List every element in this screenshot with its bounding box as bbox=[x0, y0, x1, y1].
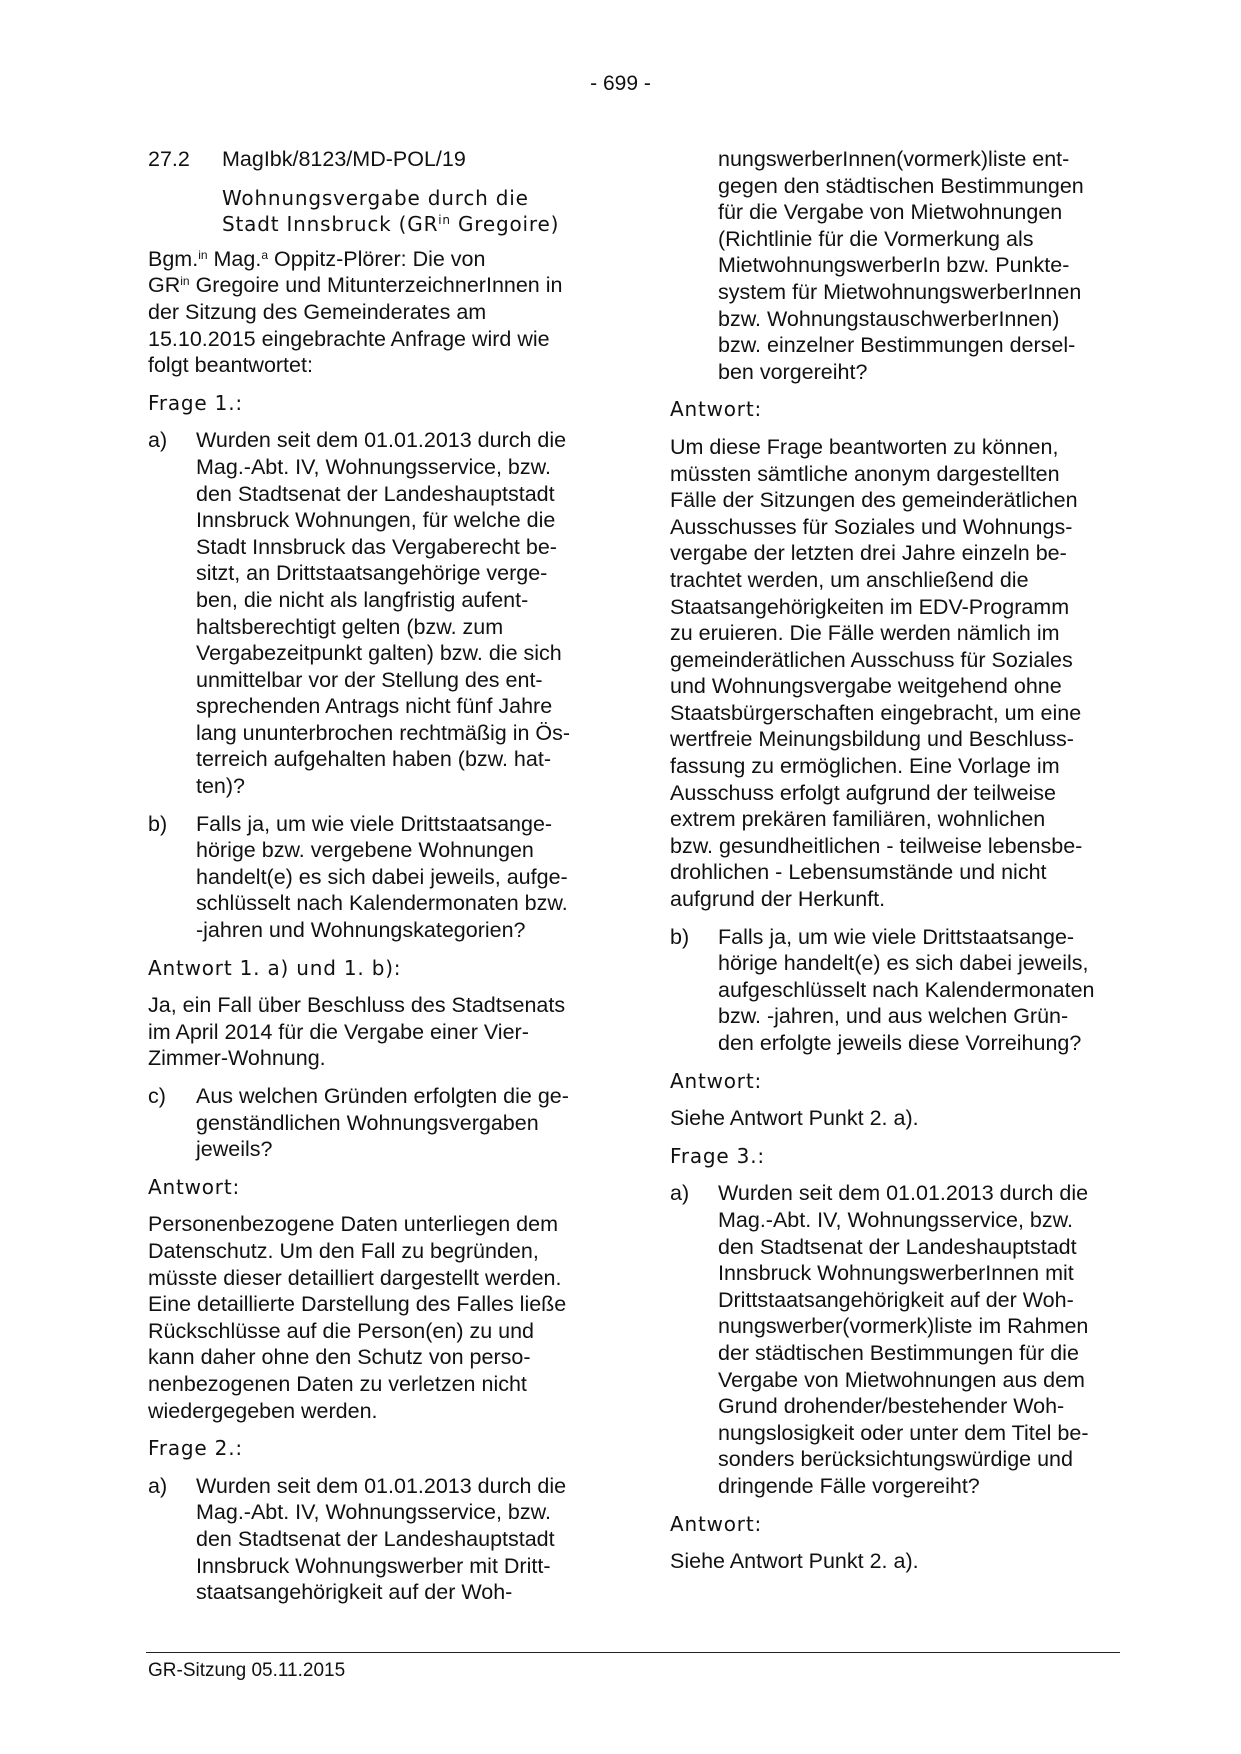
text-line: Staatsbürgerschaften eingebracht, um eine bbox=[670, 700, 1082, 725]
text-line: gemeinderätlichen Ausschuss für Soziales bbox=[670, 647, 1073, 672]
text-line: sprechenden Antrags nicht fünf Jahre bbox=[196, 694, 553, 719]
text-line: Ausschusses für Soziales und Wohnungs- bbox=[670, 514, 1073, 539]
intro-line: folgt beantwortet: bbox=[148, 353, 313, 378]
list-label: c) bbox=[148, 1084, 166, 1108]
text-line: kann daher ohne den Schutz von perso- bbox=[148, 1345, 531, 1370]
text-line: Datenschutz. Um den Fall zu begründen, bbox=[148, 1238, 539, 1263]
text-line: sonders berücksichtungswürdige und bbox=[718, 1447, 1073, 1472]
answer-2b-heading: Antwort: bbox=[670, 1068, 762, 1093]
list-label: b) bbox=[148, 811, 168, 836]
text-line: und Wohnungsvergabe weitgehend ohne bbox=[670, 674, 1062, 699]
list-label: a) bbox=[148, 1473, 168, 1498]
text-line: trachtet werden, um anschließend die bbox=[670, 567, 1029, 592]
text-line: terreich aufgehalten haben (bzw. hat- bbox=[196, 747, 551, 772]
text-line: gegen den städtischen Bestimmungen bbox=[718, 173, 1084, 198]
intro-line: der Sitzung des Gemeinderates am bbox=[148, 299, 487, 324]
text-line: im April 2014 für die Vergabe einer Vier- bbox=[148, 1019, 529, 1044]
question-1a bbox=[148, 427, 598, 799]
intro-superscript: a bbox=[261, 247, 268, 262]
question-2a bbox=[148, 1473, 598, 1606]
list-label: a) bbox=[670, 1181, 690, 1206]
text-line: haltsberechtigt gelten (bzw. zum bbox=[196, 614, 504, 639]
text-line: hörige bzw. vergebene Wohnungen bbox=[196, 838, 534, 863]
question-1b bbox=[148, 811, 598, 944]
text-line: nungswerber(vormerk)liste im Rahmen bbox=[718, 1314, 1089, 1339]
text-line: bzw. einzelner Bestimmungen dersel- bbox=[718, 333, 1076, 358]
text-line: den Stadtsenat der Landeshauptstadt bbox=[196, 1526, 555, 1551]
intro-text: Oppitz-Plörer: Die von bbox=[268, 246, 486, 271]
text-line: nenbezogenen Daten zu verletzen nicht bbox=[148, 1371, 527, 1396]
left-column bbox=[148, 146, 598, 1617]
text-line: genständlichen Wohnungsvergaben bbox=[196, 1110, 539, 1135]
intro-line bbox=[148, 272, 598, 299]
question-1c-text bbox=[148, 1083, 598, 1163]
list-label: b) bbox=[670, 924, 690, 949]
text-line: Fälle der Sitzungen des gemeinderätlichen bbox=[670, 488, 1078, 513]
text-line: den Stadtsenat der Landeshauptstadt bbox=[196, 481, 555, 506]
question-3a-text bbox=[670, 1180, 1116, 1499]
intro-text: GR bbox=[148, 273, 181, 298]
title-text: Stadt Innsbruck (GR bbox=[222, 212, 439, 237]
text-line: Innsbruck WohnungswerberInnen mit bbox=[718, 1261, 1074, 1286]
intro-text: Gregoire und MitunterzeichnerInnen in bbox=[189, 273, 563, 298]
text-line: handelt(e) es sich dabei jeweils, aufge- bbox=[196, 864, 568, 889]
text-line: Falls ja, um wie viele Drittstaatsange- bbox=[718, 924, 1075, 949]
text-line: Innsbruck Wohnungswerber mit Dritt- bbox=[196, 1553, 551, 1578]
text-line: bzw. WohnungstauschwerberInnen) bbox=[718, 306, 1060, 331]
right-column bbox=[670, 146, 1118, 1586]
text-line: Wurden seit dem 01.01.2013 durch die bbox=[196, 428, 567, 453]
text-line: staatsangehörigkeit auf der Woh- bbox=[196, 1580, 513, 1605]
text-line: Grund drohender/bestehender Woh- bbox=[718, 1394, 1065, 1419]
text-line: Mag.-Abt. IV, Wohnungsservice, bzw. bbox=[718, 1207, 1073, 1232]
text-line: Zimmer-Wohnung. bbox=[148, 1046, 326, 1071]
text-line: aufgrund der Herkunft. bbox=[670, 887, 886, 912]
text-line: Vergabezeitpunkt galten) bzw. die sich bbox=[196, 641, 562, 666]
text-line: dringende Fälle vorgereiht? bbox=[718, 1473, 980, 1498]
answer-2b-text: Siehe Antwort Punkt 2. a). bbox=[670, 1106, 919, 1131]
text-line: müsste dieser detailliert dargestellt werden. bbox=[148, 1265, 562, 1290]
answer-2a-heading: Antwort: bbox=[670, 397, 762, 422]
intro-superscript: in bbox=[198, 247, 208, 262]
text-line: Aus welchen Gründen erfolgten die ge- bbox=[196, 1084, 569, 1108]
text-line: hörige handelt(e) es sich dabei jeweils, bbox=[718, 951, 1089, 976]
footer-divider bbox=[146, 1652, 1120, 1653]
agenda-item-reference: MagIbk/8123/MD-POL/19 bbox=[222, 147, 466, 171]
text-line: wiedergegeben werden. bbox=[148, 1398, 378, 1423]
answer-1c-heading: Antwort: bbox=[148, 1174, 240, 1199]
text-line: system für MietwohnungswerberInnen bbox=[718, 279, 1082, 304]
title-superscript: in bbox=[438, 213, 451, 228]
text-line: müssten sämtliche anonym dargestellten bbox=[670, 461, 1060, 486]
text-line: fassung zu ermöglichen. Eine Vorlage im bbox=[670, 754, 1060, 779]
answer-3-heading: Antwort: bbox=[670, 1511, 762, 1536]
intro-text: Mag. bbox=[207, 246, 262, 271]
text-line: bzw. gesundheitlichen - teilweise lebensbe- bbox=[670, 833, 1083, 858]
question-3a bbox=[670, 1180, 1118, 1499]
text-line: ben vorgereiht? bbox=[718, 359, 868, 384]
list-label: a) bbox=[148, 428, 168, 453]
answer-3-text: Siehe Antwort Punkt 2. a). bbox=[670, 1549, 919, 1574]
text-line: der städtischen Bestimmungen für die bbox=[718, 1340, 1079, 1365]
text-line: Um diese Frage beantworten zu können, bbox=[670, 434, 1059, 459]
question-1-heading: Frage 1.: bbox=[148, 390, 243, 415]
text-line: den Stadtsenat der Landeshauptstadt bbox=[718, 1234, 1077, 1259]
text-line: Innsbruck Wohnungen, für welche die bbox=[196, 508, 556, 533]
text-line: bzw. -jahren, und aus welchen Grün- bbox=[718, 1004, 1069, 1029]
text-line: Falls ja, um wie viele Drittstaatsange- bbox=[196, 811, 553, 836]
text-line: den erfolgte jeweils diese Vorreihung? bbox=[718, 1031, 1082, 1055]
intro-paragraph bbox=[148, 246, 598, 379]
agenda-item-number: 27.2 bbox=[148, 147, 190, 171]
answer-1c-text bbox=[148, 1211, 598, 1424]
intro-text: Bgm. bbox=[148, 246, 199, 271]
text-line: lang ununterbrochen rechtmäßig in Ös- bbox=[196, 720, 571, 745]
text-line: Eine detaillierte Darstellung des Falles ließe bbox=[148, 1292, 567, 1317]
question-3-heading: Frage 3.: bbox=[670, 1143, 765, 1168]
intro-line: 15.10.2015 eingebrachte Anfrage wird wie bbox=[148, 326, 550, 351]
question-2b-text bbox=[670, 924, 1116, 1057]
text-line: nungswerberInnen(vormerk)liste ent- bbox=[718, 147, 1070, 171]
text-line: Ausschuss erfolgt aufgrund der teilweise bbox=[670, 780, 1057, 805]
question-1a-text bbox=[148, 427, 598, 799]
agenda-title-line: Wohnungsvergabe durch die bbox=[222, 185, 529, 210]
text-line: drohlichen - Lebensumstände und nicht bbox=[670, 860, 1047, 885]
text-line: (Richtlinie für die Vormerkung als bbox=[718, 226, 1034, 251]
question-2b bbox=[670, 924, 1118, 1057]
text-line: Rückschlüsse auf die Person(en) zu und bbox=[148, 1318, 535, 1343]
intro-superscript: in bbox=[180, 274, 190, 289]
text-line: für die Vergabe von Mietwohnungen bbox=[718, 200, 1063, 225]
agenda-title-line bbox=[222, 211, 598, 238]
text-line: nungslosigkeit oder unter dem Titel be- bbox=[718, 1420, 1089, 1445]
agenda-item-title bbox=[148, 185, 598, 238]
text-line: extrem prekären familiären, wohnlichen bbox=[670, 807, 1046, 832]
text-line: zu eruieren. Die Fälle werden nämlich im bbox=[670, 621, 1060, 646]
text-line: jeweils? bbox=[196, 1137, 273, 1162]
text-line: Personenbezogene Daten unterliegen dem bbox=[148, 1212, 558, 1237]
text-line: vergabe der letzten drei Jahre einzeln be- bbox=[670, 541, 1067, 566]
text-line: Staatsangehörigkeiten im EDV-Programm bbox=[670, 594, 1070, 619]
text-line: wertfreie Meinungsbildung und Beschluss- bbox=[670, 727, 1074, 752]
text-line: Mag.-Abt. IV, Wohnungsservice, bzw. bbox=[196, 454, 551, 479]
title-text: Gregoire) bbox=[450, 212, 560, 237]
agenda-item-header bbox=[148, 146, 598, 173]
text-line: aufgeschlüsselt nach Kalendermonaten bbox=[718, 977, 1095, 1002]
answer-2a-text bbox=[670, 434, 1118, 913]
text-line: Drittstaatsangehörigkeit auf der Woh- bbox=[718, 1287, 1074, 1312]
text-line: ben, die nicht als langfristig aufent- bbox=[196, 587, 529, 612]
text-line: -jahren und Wohnungskategorien? bbox=[196, 918, 526, 943]
text-line: Stadt Innsbruck das Vergaberecht be- bbox=[196, 534, 557, 559]
text-line: Wurden seit dem 01.01.2013 durch die bbox=[196, 1473, 567, 1498]
question-1c bbox=[148, 1083, 598, 1163]
question-2a-continued bbox=[670, 146, 1118, 385]
answer-1-text bbox=[148, 992, 598, 1072]
footer-session-date: GR-Sitzung 05.11.2015 bbox=[148, 1660, 346, 1681]
question-2a-text bbox=[148, 1473, 598, 1606]
text-line: Wurden seit dem 01.01.2013 durch die bbox=[718, 1181, 1089, 1206]
question-1b-text bbox=[148, 811, 598, 944]
answer-1-heading: Antwort 1. a) und 1. b): bbox=[148, 955, 402, 980]
text-line: Vergabe von Mietwohnungen aus dem bbox=[718, 1367, 1085, 1392]
text-line: unmittelbar vor der Stellung des ent- bbox=[196, 667, 543, 692]
text-line: sitzt, an Drittstaatsangehörige verge- bbox=[196, 561, 548, 586]
text-line: MietwohnungswerberIn bzw. Punkte- bbox=[718, 253, 1070, 278]
question-2-heading: Frage 2.: bbox=[148, 1436, 243, 1461]
text-line: Mag.-Abt. IV, Wohnungsservice, bzw. bbox=[196, 1500, 551, 1525]
text-line: ten)? bbox=[196, 774, 246, 799]
page-number: - 699 - bbox=[590, 72, 651, 95]
text-line: schlüsselt nach Kalendermonaten bzw. bbox=[196, 891, 568, 916]
intro-line bbox=[148, 246, 598, 273]
text-line: Ja, ein Fall über Beschluss des Stadtsenats bbox=[148, 993, 566, 1018]
